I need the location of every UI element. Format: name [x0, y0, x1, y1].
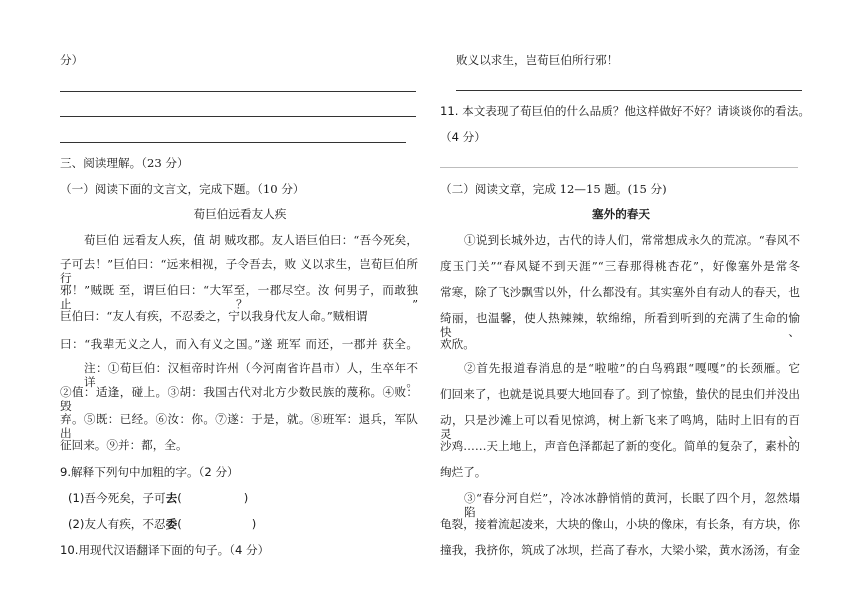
answer-bracket-open: (	[177, 517, 182, 531]
annotation-line: 注：①荀巨伯：汉桓帝时许州（今河南省许昌市）人，生卒年不详。	[84, 361, 418, 389]
answer-bracket-open: (	[177, 491, 182, 505]
question-9-item-2	[68, 517, 256, 531]
classical-text-line: 子可去！”巨伯曰：“远来相视，子令吾去，败 义以求生，岂荀巨伯所行	[60, 257, 418, 285]
answer-line	[440, 167, 798, 168]
essay-line: 绚烂了。	[440, 465, 487, 479]
essay-line: 沙鸡……天上地上，声音色泽都起了新的变化。简单的复杂了，素朴的	[440, 439, 800, 453]
annotation-line: ②值：适逢，碰上。③胡：我国古代对北方少数民族的蔑称。④败：毁	[60, 385, 418, 413]
question-11-score: （4 分）	[440, 130, 486, 144]
essay-line: 动，只是沙滩上可以看见惊鸿，树上新飞来了鸣鸠，陆时上旧有的百灵、	[440, 413, 800, 441]
essay-line: 龟裂，接着流起凌来，大块的像山，小块的像床，有长条，有方块，你	[440, 517, 800, 531]
question-text: (2)友人有疾，不忍	[68, 517, 166, 531]
classical-text-line: 曰：“我辈无义之人，而入有义之国。”遂 班军 而还，一郡并 获全。	[60, 337, 418, 351]
annotation-line: 弃。⑤既：已经。⑥汝：你。⑦遂：于是，就。⑧班军：退兵，军队出	[60, 412, 418, 440]
essay-line: 撞我，我挤你，筑成了冰坝，拦高了春水，大梁小梁，黄水汤汤，有金	[440, 543, 800, 557]
bold-character: 委	[165, 517, 178, 531]
answer-bracket-close: )	[243, 491, 249, 505]
answer-line	[60, 116, 416, 117]
answer-line	[456, 90, 802, 91]
section-heading: 三、阅读理解。（23 分）	[60, 156, 189, 170]
question-11: 11. 本文表现了荀巨伯的什么品质？他这样做好不好？请谈谈你的看法。	[440, 104, 810, 118]
question-9: 9.解释下列句中加粗的字。（2 分）	[60, 465, 239, 479]
part2-title: （二）阅读文章，完成 12—15 题。(15 分)	[440, 182, 667, 196]
translation-sentence: 败义以求生，岂荀巨伯所行邪！	[456, 53, 619, 67]
bold-character: 去	[165, 491, 178, 505]
classical-text-title: 荀巨伯远看友人疾	[193, 207, 287, 221]
answer-line	[60, 91, 416, 92]
question-9-item-1	[68, 491, 248, 505]
essay-line: 常寒，除了飞沙飘雪以外，什么都没有。其实塞外自有动人的春天，也	[440, 285, 800, 299]
answer-bracket-close: )	[251, 517, 257, 531]
essay-line: 绮丽，也温馨，使人热辣辣，软绵绵，所看到听到的充满了生命的愉快、	[440, 311, 800, 339]
classical-text-line: 巨伯曰：“友人有疾，不忍委之，宁以我身代友人命。”贼相谓	[60, 309, 368, 323]
essay-line: 欢欣。	[440, 337, 475, 351]
classical-text-line: 邪！”贼既 至，谓巨伯曰：“大军至，一郡尽空。汝 何男子，而敢独止？”	[60, 283, 418, 311]
essay-line: ①说到长城外边，古代的诗人们，常常想成永久的荒凉。“春风不	[464, 233, 800, 247]
answer-line	[60, 142, 406, 143]
part1-title: （一）阅读下面的文言文，完成下题。（10 分）	[60, 182, 305, 196]
essay-line: 度玉门关”“春风疑不到天涯”“三春那得桃杏花”，好像塞外是常冬	[440, 259, 800, 273]
classical-text-line: 荀巨伯 远看友人疾，值 胡 贼攻郡。友人语巨伯曰：“吾今死矣，	[84, 233, 418, 247]
question-text: (1)吾今死矣，子可	[68, 491, 166, 505]
essay-title: 塞外的春天	[592, 207, 650, 221]
continued-score-text: 分）	[60, 53, 84, 67]
essay-line: ③“春分河自烂”，冷冰冰静悄悄的黄河，长眠了四个月，忽然塌陷	[464, 491, 800, 519]
annotation-line: 征回来。⑨并：都，全。	[60, 438, 188, 452]
essay-line: ②首先报道春消息的是“啦啦”的白鸟鸦跟“嘎嘎”的长颈雁。它	[464, 361, 800, 375]
essay-line: 们回来了，也就是说具要大地回春了。到了惊蛰，蛰伏的昆虫们并没出	[440, 387, 800, 401]
question-10: 10.用现代汉语翻译下面的句子。（4 分）	[60, 543, 270, 557]
